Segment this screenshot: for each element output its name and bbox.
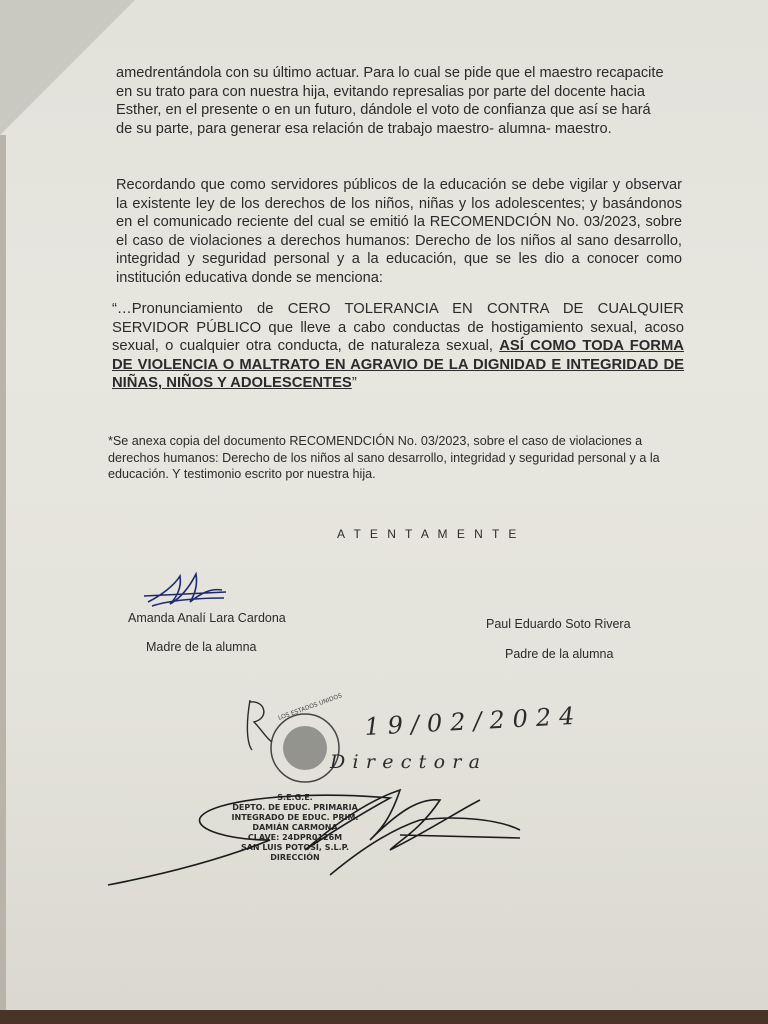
quote-text: “…Pronunciamiento de CERO TOLERANCIA EN CONTRA DE CUALQUIER SERVIDOR PÚBLICO que lleve a cabo conductas de hostigamiento sexual, acoso sexual, o cualquier otra conducta, de naturaleza sexual, [112,301,684,355]
svg-text:DEPTO. DE EDUC. PRIMARIA: DEPTO. DE EDUC. PRIMARIA [232,803,358,812]
quote-close: ” [351,375,357,392]
table-surface [0,1010,768,1024]
annex-note: *Se anexa copia del documento RECOMENDCIÓN No. 03/2023, sobre el caso de violaciones a derechos humanos: Derecho de los niños al sano desarrollo, integridad y seguridad personal y a la educación. Y testimonio escrito por nuestra hija. [108,434,660,481]
svg-text:LOS ESTADOS UNIDOS: LOS ESTADOS UNIDOS [277,692,343,722]
receipt-stamp-and-signature [100,690,660,910]
handwritten-date: 19/02/2024 [363,702,576,741]
closing-salutation: A T E N T A M E N T E [337,527,520,541]
svg-text:SAN LUIS POTOSÍ, S.L.P.: SAN LUIS POTOSÍ, S.L.P. [240,843,350,852]
father-role: Padre de la alumna [505,647,614,661]
mother-name: Amanda Analí Lara Cardona [128,611,286,625]
paragraph-2: Recordando que como servidores públicos de la educación se debe vigilar y observar la existente ley de los derechos de los niños, niñas y los adolescentes; y basándonos en el comunicado reciente del cual se emitió la RECOMENDCIÓN No. 03/2023, sobre el caso de violaciones a derechos humanos: Derecho de los niños al sano desarrollo, integridad y seguridad personal y a la educación, que se les dio a conocer como institución educativa donde se menciona: [116,177,682,286]
handwritten-note: Directora [330,751,480,773]
folded-corner [0,0,135,135]
page-edge-shadow [0,135,6,1010]
father-name: Paul Eduardo Soto Rivera [486,617,631,631]
svg-text:INTEGRADO DE EDUC. PRIM.: INTEGRADO DE EDUC. PRIM. [231,813,359,822]
quote-block [112,300,684,393]
handwritten-r [247,700,272,750]
svg-text:CLAVE: 24DPR0126M: CLAVE: 24DPR0126M [247,833,343,842]
svg-text:DAMIÁN CARMONA: DAMIÁN CARMONA [252,823,338,832]
official-seal [271,692,343,782]
paragraph-1: amedrentándola con su último actuar. Para lo cual se pide que el maestro recapacite en su trato para con nuestra hija, evitando represalias por parte del docente hacia Esther, en el presente o en un futuro, dándole el voto de confianza que así se hará de su parte, para generar esa relación de trabajo maestro- alumna- maestro. [116,65,664,137]
mother-signature [140,568,230,612]
quote-emphasis: ASÍ COMO TODA FORMA DE VIOLENCIA O MALTRATO EN AGRAVIO DE LA DIGNIDAD E INTEGRIDAD DE NIÑAS, NIÑOS Y ADOLESCENTES [112,338,684,392]
svg-text:S.E.G.E.: S.E.G.E. [277,793,313,802]
svg-text:DIRECCIÓN: DIRECCIÓN [270,853,320,862]
mother-role: Madre de la alumna [146,640,257,654]
